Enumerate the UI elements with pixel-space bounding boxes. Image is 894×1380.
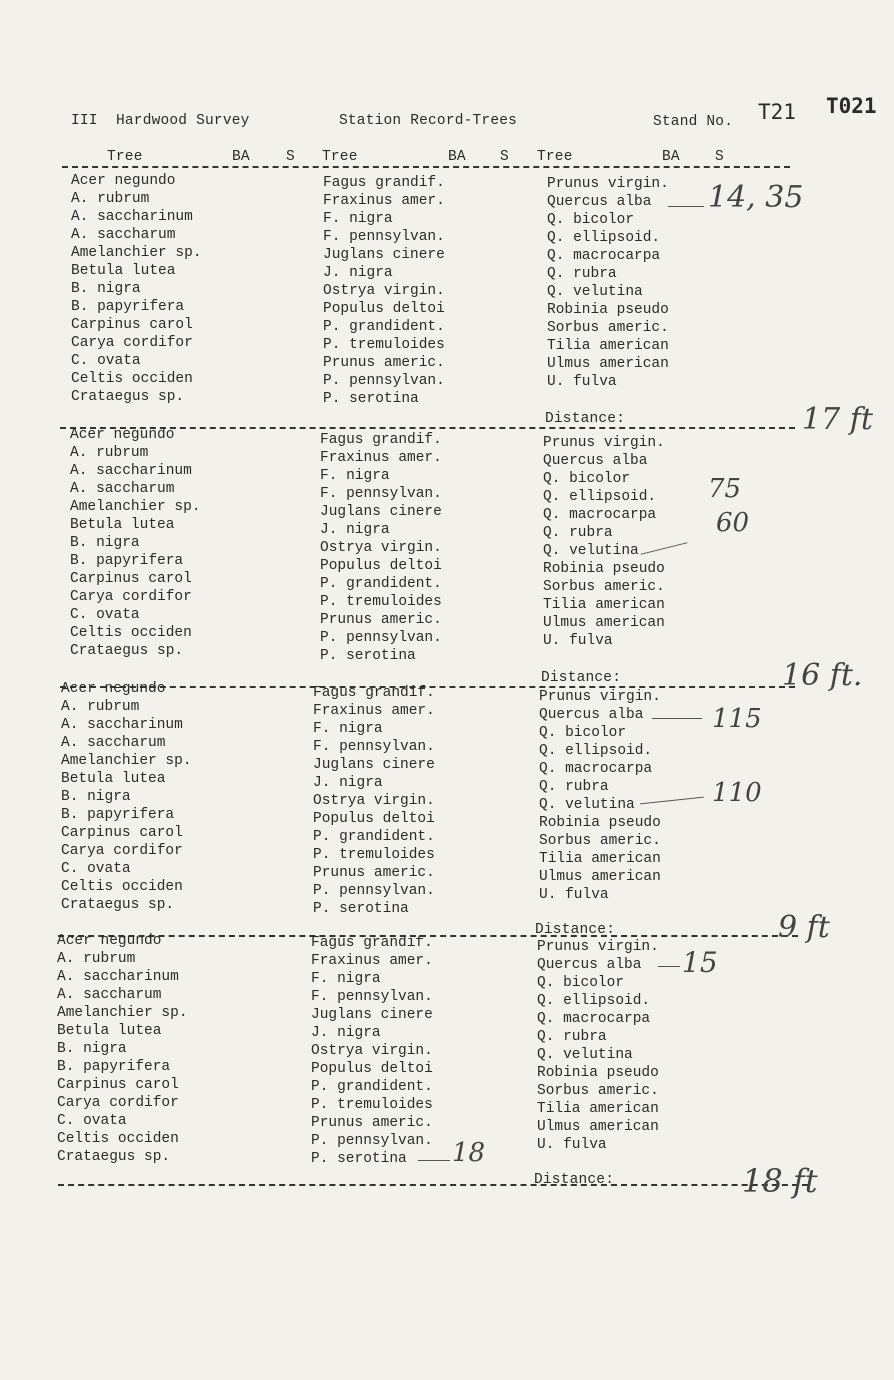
species-entry: Tilia american — [537, 1101, 659, 1117]
section-2-col2 — [320, 431, 442, 665]
species-entry: P. grandident. — [323, 319, 445, 335]
species-entry: Juglans cinere — [311, 1007, 433, 1023]
species-entry: A. saccharinum — [70, 463, 192, 479]
col3-tree-header: Tree — [537, 149, 573, 165]
species-entry: Fraxinus amer. — [313, 703, 435, 719]
species-entry: Ostrya virgin. — [313, 793, 435, 809]
section-4-quercus-alba-note: 15 — [682, 946, 718, 979]
species-entry: Quercus alba — [539, 707, 644, 723]
species-entry: A. rubrum — [57, 951, 136, 967]
species-entry: Ostrya virgin. — [323, 283, 445, 299]
section-3-distance-label: Distance: — [535, 922, 616, 938]
col1-s-header: S — [286, 149, 295, 165]
section-1-col2 — [323, 174, 445, 408]
col2-s-header: S — [500, 149, 509, 165]
species-entry: Carpinus carol — [57, 1077, 179, 1093]
species-entry: Ostrya virgin. — [320, 540, 442, 556]
species-entry: F. pennsylvan. — [320, 486, 442, 502]
species-entry: Tilia american — [547, 338, 669, 354]
species-entry: Fraxinus amer. — [311, 953, 433, 969]
species-entry: A. saccharinum — [71, 209, 193, 225]
species-entry: U. fulva — [547, 374, 617, 390]
species-entry: Betula lutea — [70, 517, 175, 533]
section-4-col3 — [537, 938, 659, 1154]
species-entry: F. nigra — [323, 211, 393, 227]
species-entry: Crataegus sp. — [71, 389, 185, 405]
species-entry: C. ovata — [71, 353, 141, 369]
species-entry: C. ovata — [57, 1113, 127, 1129]
species-entry: Prunus virgin. — [543, 435, 665, 451]
species-entry: Crataegus sp. — [70, 643, 184, 659]
species-entry: Carpinus carol — [61, 825, 183, 841]
species-entry: Q. bicolor — [539, 725, 627, 741]
species-entry: Carpinus carol — [70, 571, 192, 587]
section-1-col3 — [547, 175, 669, 391]
species-entry: P. tremuloides — [313, 847, 435, 863]
species-entry: Q. ellipsoid. — [543, 489, 657, 505]
species-entry: Q. macrocarpa — [547, 248, 661, 264]
species-entry: Fagus grandif. — [313, 685, 435, 701]
section-3-col2 — [313, 684, 435, 918]
species-entry: A. saccharum — [61, 735, 166, 751]
col2-ba-header: BA — [448, 149, 466, 165]
section-1-distance-label: Distance: — [545, 411, 626, 427]
species-entry: P. serotina — [320, 648, 416, 664]
section-3-quercus-alba-note: 115 — [712, 704, 762, 734]
col3-ba-header: BA — [662, 149, 680, 165]
section-3-q-velutina-note: 110 — [712, 778, 762, 808]
species-entry: Q. macrocarpa — [537, 1011, 651, 1027]
section-4-col2 — [311, 934, 433, 1168]
section-1-distance-value: 17 ft — [802, 402, 873, 437]
stand-label: Stand No. — [653, 114, 734, 130]
species-entry: Prunus americ. — [313, 865, 435, 881]
species-entry: F. nigra — [320, 468, 390, 484]
species-entry: Q. velutina — [539, 797, 635, 813]
species-entry: P. serotina — [323, 391, 419, 407]
species-entry: Q. ellipsoid. — [537, 993, 651, 1009]
species-entry: Quercus alba — [547, 194, 652, 210]
species-entry: P. grandident. — [311, 1079, 433, 1095]
species-entry: B. nigra — [57, 1041, 127, 1057]
header-survey: Hardwood Survey — [116, 113, 250, 129]
species-entry: B. papyrifera — [70, 553, 184, 569]
species-entry: Prunus virgin. — [539, 689, 661, 705]
species-entry: Prunus virgin. — [547, 176, 669, 192]
species-entry: Fraxinus amer. — [323, 193, 445, 209]
species-entry: J. nigra — [313, 775, 383, 791]
species-entry: Celtis occiden — [61, 879, 183, 895]
header-record: Station Record-Trees — [339, 113, 518, 129]
species-entry: J. nigra — [320, 522, 390, 538]
species-entry: Populus deltoi — [323, 301, 445, 317]
species-entry: Juglans cinere — [320, 504, 442, 520]
species-entry: Tilia american — [539, 851, 661, 867]
section-4-dashed-rule — [58, 1184, 808, 1186]
section-3-col1 — [61, 680, 192, 914]
species-entry: B. nigra — [70, 535, 140, 551]
species-entry: Robinia pseudo — [547, 302, 669, 318]
species-entry: Sorbus americ. — [547, 320, 669, 336]
col3-s-header: S — [715, 149, 724, 165]
species-entry: Betula lutea — [57, 1023, 162, 1039]
species-entry: F. nigra — [313, 721, 383, 737]
species-entry: P. grandident. — [313, 829, 435, 845]
species-entry: Juglans cinere — [313, 757, 435, 773]
species-entry: F. pennsylvan. — [313, 739, 435, 755]
section-4-p-serotina-note: 18 — [452, 1138, 486, 1168]
species-entry: Prunus americ. — [320, 612, 442, 628]
species-entry: Q. bicolor — [537, 975, 625, 991]
col1-ba-header: BA — [232, 149, 250, 165]
species-entry: P. pennsylvan. — [320, 630, 442, 646]
species-entry: Amelanchier sp. — [71, 245, 202, 261]
species-entry: Carpinus carol — [71, 317, 193, 333]
species-entry: A. rubrum — [71, 191, 150, 207]
section-2-q-ellipsoid-note: 75 — [708, 474, 742, 504]
species-entry: Prunus virgin. — [537, 939, 659, 955]
section-4-distance-label: Distance: — [534, 1172, 615, 1188]
species-entry: A. rubrum — [70, 445, 149, 461]
section-3-distance-value: 9 ft — [778, 910, 830, 945]
species-entry: B. nigra — [71, 281, 141, 297]
species-entry: Q. rubra — [539, 779, 609, 795]
header-roman: III — [71, 113, 98, 129]
species-entry: Carya cordifor — [70, 589, 192, 605]
species-entry: Populus deltoi — [320, 558, 442, 574]
species-entry: Celtis occiden — [70, 625, 192, 641]
species-entry: A. saccharum — [70, 481, 175, 497]
species-entry: Betula lutea — [71, 263, 176, 279]
species-entry: A. rubrum — [61, 699, 140, 715]
species-entry: Celtis occiden — [71, 371, 193, 387]
section-4-tick-b — [418, 1160, 450, 1161]
species-entry: C. ovata — [61, 861, 131, 877]
section-1-tick — [668, 206, 704, 207]
species-entry: Q. rubra — [537, 1029, 607, 1045]
species-entry: J. nigra — [323, 265, 393, 281]
species-entry: A. saccharinum — [57, 969, 179, 985]
species-entry: P. pennsylvan. — [311, 1133, 433, 1149]
section-4-col1 — [57, 932, 188, 1166]
species-entry: Ulmus american — [547, 356, 669, 372]
species-entry: Quercus alba — [543, 453, 648, 469]
section-2-col3 — [543, 434, 665, 650]
species-entry: Fraxinus amer. — [320, 450, 442, 466]
species-entry: Ulmus american — [537, 1119, 659, 1135]
species-entry: P. tremuloides — [323, 337, 445, 353]
header-dashed-rule — [62, 166, 790, 168]
section-3-tick-a — [652, 718, 702, 719]
species-entry: Populus deltoi — [313, 811, 435, 827]
species-entry: F. pennsylvan. — [311, 989, 433, 1005]
species-entry: P. tremuloides — [320, 594, 442, 610]
section-3-col3 — [539, 688, 661, 904]
species-entry: Fagus grandif. — [311, 935, 433, 951]
species-entry: Q. velutina — [537, 1047, 633, 1063]
species-entry: P. serotina — [313, 901, 409, 917]
species-entry: Prunus americ. — [311, 1115, 433, 1131]
species-entry: Sorbus americ. — [537, 1083, 659, 1099]
species-entry: A. saccharinum — [61, 717, 183, 733]
section-2-distance-value: 16 ft. — [782, 658, 863, 693]
species-entry: Populus deltoi — [311, 1061, 433, 1077]
species-entry: Sorbus americ. — [543, 579, 665, 595]
species-entry: P. pennsylvan. — [323, 373, 445, 389]
species-entry: B. papyrifera — [71, 299, 185, 315]
species-entry: Q. bicolor — [547, 212, 635, 228]
species-entry: Celtis occiden — [57, 1131, 179, 1147]
section-1-quercus-alba-note: 14, 35 — [708, 180, 804, 215]
species-entry: Sorbus americ. — [539, 833, 661, 849]
species-entry: Q. ellipsoid. — [539, 743, 653, 759]
species-entry: Ulmus american — [539, 869, 661, 885]
species-entry: Carya cordifor — [61, 843, 183, 859]
species-entry: Q. velutina — [543, 543, 639, 559]
species-entry: Acer negundo — [57, 933, 162, 949]
section-2-distance-label: Distance: — [541, 670, 622, 686]
species-entry: Robinia pseudo — [543, 561, 665, 577]
species-entry: Q. bicolor — [543, 471, 631, 487]
species-entry: U. fulva — [539, 887, 609, 903]
species-entry: Q. velutina — [547, 284, 643, 300]
species-entry: Robinia pseudo — [537, 1065, 659, 1081]
stand-number-typed: T21 — [758, 100, 796, 124]
species-entry: Prunus americ. — [323, 355, 445, 371]
species-entry: B. papyrifera — [61, 807, 175, 823]
species-entry: Betula lutea — [61, 771, 166, 787]
species-entry: Acer negundo — [70, 427, 175, 443]
species-entry: P. pennsylvan. — [313, 883, 435, 899]
species-entry: Carya cordifor — [57, 1095, 179, 1111]
species-entry: Q. rubra — [543, 525, 613, 541]
species-entry: C. ovata — [70, 607, 140, 623]
section-1-col1 — [71, 172, 202, 406]
section-4-tick-a — [658, 966, 680, 967]
section-4-distance-value: 18 ft — [742, 1162, 818, 1200]
species-entry: Amelanchier sp. — [70, 499, 201, 515]
species-entry: Robinia pseudo — [539, 815, 661, 831]
col1-tree-header: Tree — [107, 149, 143, 165]
species-entry: U. fulva — [537, 1137, 607, 1153]
species-entry: U. fulva — [543, 633, 613, 649]
species-entry: Q. macrocarpa — [539, 761, 653, 777]
species-entry: Carya cordifor — [71, 335, 193, 351]
species-entry: Amelanchier sp. — [57, 1005, 188, 1021]
species-entry: Q. ellipsoid. — [547, 230, 661, 246]
species-entry: P. tremuloides — [311, 1097, 433, 1113]
species-entry: B. nigra — [61, 789, 131, 805]
species-entry: Juglans cinere — [323, 247, 445, 263]
species-entry: P. serotina — [311, 1151, 407, 1167]
species-entry: Q. macrocarpa — [543, 507, 657, 523]
species-entry: P. grandident. — [320, 576, 442, 592]
species-entry: Q. rubra — [547, 266, 617, 282]
species-entry: F. pennsylvan. — [323, 229, 445, 245]
species-entry: F. nigra — [311, 971, 381, 987]
species-entry: Fagus grandif. — [323, 175, 445, 191]
species-entry: Crataegus sp. — [61, 897, 175, 913]
species-entry: A. saccharum — [57, 987, 162, 1003]
species-entry: Acer negundo — [71, 173, 176, 189]
species-entry: J. nigra — [311, 1025, 381, 1041]
species-entry: A. saccharum — [71, 227, 176, 243]
species-entry: B. papyrifera — [57, 1059, 171, 1075]
species-entry: Amelanchier sp. — [61, 753, 192, 769]
species-entry: Ulmus american — [543, 615, 665, 631]
stand-number-stamp: T021 — [826, 94, 877, 118]
species-entry: Ostrya virgin. — [311, 1043, 433, 1059]
col2-tree-header: Tree — [322, 149, 358, 165]
section-2-q-macrocarpa-note: 60 — [716, 508, 750, 538]
species-entry: Tilia american — [543, 597, 665, 613]
species-entry: Quercus alba — [537, 957, 642, 973]
section-2-col1 — [70, 426, 201, 660]
species-entry: Crataegus sp. — [57, 1149, 171, 1165]
species-entry: Fagus grandif. — [320, 432, 442, 448]
species-entry: Acer negundo — [61, 681, 166, 697]
